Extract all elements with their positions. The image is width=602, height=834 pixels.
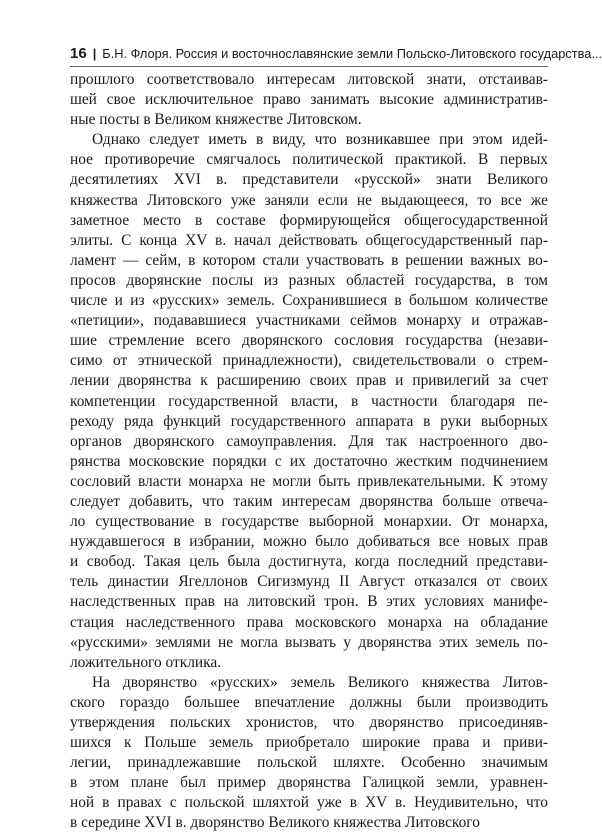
text-line: ложительного отклика. xyxy=(70,653,222,671)
text-line: шихся к Польше земель приобретало широкие права и приви- xyxy=(70,734,548,752)
text-line: наследственных прав на литовский трон. В этих условиях манифе- xyxy=(70,593,548,611)
text-line: «русскими» землями не могла вызвать у дворянства этих земель по- xyxy=(70,633,548,651)
header-separator: | xyxy=(92,45,97,61)
text-line: легии, принадлежавшие польской шляхте. Особенно значимым xyxy=(70,754,548,772)
text-line: шие стремление всего дворянского сословия государства (незави- xyxy=(70,332,548,350)
text-line: шей свое исключительное право занимать высокие административ- xyxy=(70,91,548,109)
text-line: тель династии Ягеллонов Сигизмунд II Август отказался от своих xyxy=(70,573,548,591)
text-line: ное противоречие смягчалось политической практикой. В первых xyxy=(70,151,548,169)
text-line: ского гораздо большее впечатление должны были производить xyxy=(70,693,548,711)
text-line: десятилетиях XVI в. представители «русской» знати Великого xyxy=(70,171,548,189)
header-rule xyxy=(70,66,548,67)
text-line: числе и из «русских» земель. Сохранившиеся в большом количестве xyxy=(70,292,548,310)
page-number: 16 xyxy=(70,44,87,62)
text-line: княжества Литовского уже заняли если не выдающееся, то все же xyxy=(70,191,548,209)
running-title: Б.Н. Флоря. Россия и восточнославянские земли Польско-Литовского государства... xyxy=(102,45,602,61)
text-line: ламент — сейм, в котором стали участвовать в решении важных во- xyxy=(70,251,548,269)
text-line: «петиции», подававшиеся участниками сеймов монарху и отражав- xyxy=(70,312,548,330)
text-line: реходу ряда функций государственного аппарата в руки выборных xyxy=(70,412,548,430)
text-line: стация наследственного права московского монарха на обладание xyxy=(70,613,548,631)
text-line: органов дворянского самоуправления. Для так настроенного дво- xyxy=(70,432,548,450)
text-line: лении дворянства к расширению своих прав и привилегий за счет xyxy=(70,372,548,390)
text-line: ной в правах с польской шляхтой уже в XV в. Неудивительно, что xyxy=(70,794,548,812)
body-text xyxy=(70,70,548,834)
text-line: просов дворянские послы из разных областей государства, в том xyxy=(70,271,548,289)
text-line: Однако следует иметь в виду, что возникавшее при этом идей- xyxy=(92,131,548,149)
text-line: ло существование в государстве выборной монархии. От монарха, xyxy=(70,513,548,531)
text-line: следует добавить, что таким интересам дворянства больше отвеча- xyxy=(70,492,548,510)
text-line: утверждения польских хронистов, что дворянство присоединяв- xyxy=(70,714,548,731)
text-line: нуждавшегося в избрании, можно было добиваться все новых прав xyxy=(70,533,548,551)
text-line: симо от этнической принадлежности), свидетельствовали о стрем- xyxy=(70,352,548,370)
text-line: заметное место в составе формирующейся общегосударственной xyxy=(70,211,548,229)
text-line: в этом плане был пример дворянства Галицкой земли, уравнен- xyxy=(70,774,548,792)
text-line: рянства московские порядки с их достаточно жестким подчинением xyxy=(70,452,548,470)
text-line: компетенции государственной власти, в частности благодаря пе- xyxy=(70,392,548,410)
text-line: ные посты в Великом княжестве Литовском. xyxy=(70,111,362,129)
text-line: На дворянство «русских» земель Великого княжества Литов- xyxy=(92,673,548,691)
paragraph-1 xyxy=(70,70,548,130)
text-line: и свобод. Такая цель была достигнута, когда последний представи- xyxy=(70,553,548,571)
text-line: в середине XVI в. дворянство Великого княжества Литовского xyxy=(70,814,480,832)
text-line: элиты. С конца XV в. начал действовать общегосударственный пар- xyxy=(70,231,548,249)
paragraph-3 xyxy=(70,673,548,834)
paragraph-2 xyxy=(70,130,548,673)
text-line: прошлого соответствовало интересам литовской знати, отстаивав- xyxy=(70,71,548,88)
running-header xyxy=(70,42,602,64)
text-line: сословий власти монарха не могли быть привлекательными. К этому xyxy=(70,472,548,490)
